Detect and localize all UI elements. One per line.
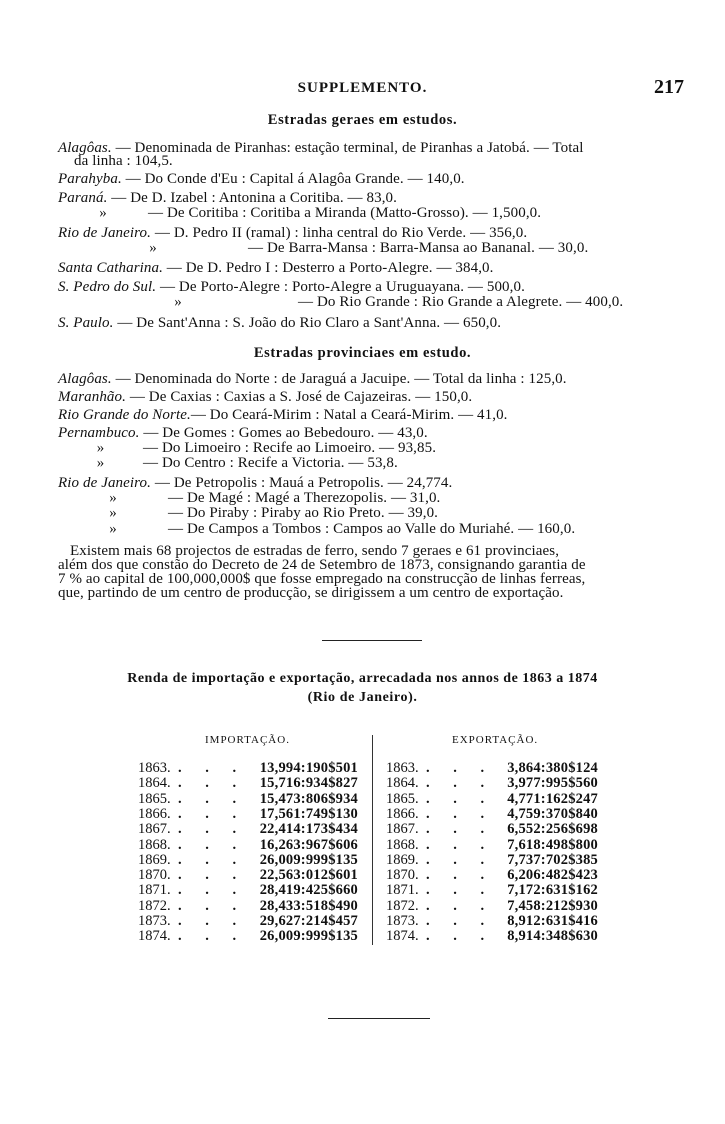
document-line bbox=[58, 279, 525, 295]
ditto-mark: » bbox=[149, 240, 157, 256]
paragraph-line: 7 % ao capital de 100,000,000$ que fosse empregado na construcção de linhas ferreas, bbox=[58, 571, 586, 587]
value-cell: 13,994:190$501 bbox=[259, 760, 358, 776]
line-text: — De Caxias : Caxias a S. José de Cajazeiras. — 150,0. bbox=[125, 389, 473, 405]
year-cell: 1863. bbox=[138, 760, 171, 776]
table-subtitle: (Rio de Janeiro). bbox=[307, 690, 418, 705]
year-cell: 1868. bbox=[138, 836, 171, 853]
divider-rule bbox=[322, 640, 422, 641]
line-text: — Do Conde d'Eu : Capital á Alagôa Grande. — 140,0. bbox=[121, 171, 465, 187]
year-cell: 1871. bbox=[386, 882, 419, 899]
line-text: — De Petropolis : Mauá a Petropolis. — 24,774. bbox=[151, 475, 453, 491]
leader-dots: . . . bbox=[426, 928, 495, 945]
section-heading-provincial: Estradas provinciaes em estudo. bbox=[253, 345, 472, 361]
value-cell: 29,627:214$457 bbox=[259, 913, 358, 929]
line-text: — De Magé : Magé a Therezopolis. — 31,0. bbox=[168, 490, 441, 506]
value-cell: 3,864:380$124 bbox=[507, 760, 598, 776]
document-line bbox=[58, 521, 575, 537]
document-line bbox=[58, 490, 440, 506]
leader-dots: . . . bbox=[178, 928, 247, 945]
table-title: Renda de importação e exportação, arrecadada nos annos de 1863 a 1874 bbox=[127, 671, 598, 686]
document-line bbox=[58, 389, 472, 405]
document-line bbox=[58, 455, 398, 471]
value-cell: 3,977:995$560 bbox=[507, 775, 598, 792]
leader-dots: . . . bbox=[426, 913, 495, 929]
document-line bbox=[58, 294, 623, 310]
page-number: 217 bbox=[654, 76, 684, 98]
leader-dots: . . . bbox=[178, 790, 247, 807]
document-line bbox=[58, 240, 588, 256]
ditto-mark: » bbox=[109, 505, 117, 521]
year-cell: 1864. bbox=[386, 775, 419, 792]
value-cell: 22,563:012$601 bbox=[259, 867, 358, 884]
leader-dots: . . . bbox=[178, 805, 247, 822]
year-cell: 1869. bbox=[386, 851, 419, 868]
leader-dots: . . . bbox=[426, 882, 495, 899]
document-line bbox=[58, 371, 567, 387]
import-header: IMPORTAÇÃO. bbox=[205, 734, 290, 746]
year-cell: 1867. bbox=[386, 821, 419, 838]
document-line bbox=[58, 225, 527, 241]
leader-dots: . . . bbox=[178, 882, 247, 899]
province-label: Pernambuco. bbox=[58, 425, 140, 441]
value-cell: 7,737:702$385 bbox=[507, 851, 598, 868]
province-label: Rio de Janeiro. bbox=[58, 225, 152, 241]
line-text: — Do Rio Grande : Rio Grande a Alegrete. — 400,0. bbox=[298, 294, 624, 310]
line-text: — De Sant'Anna : S. João do Rio Claro a Sant'Anna. — 650,0. bbox=[113, 315, 502, 331]
line-text: da linha : 104,5. bbox=[74, 153, 173, 169]
value-cell: 28,419:425$660 bbox=[259, 882, 358, 899]
year-cell: 1865. bbox=[386, 790, 419, 807]
value-cell: 7,458:212$930 bbox=[507, 897, 598, 914]
ditto-mark: » bbox=[109, 521, 117, 537]
leader-dots: . . . bbox=[426, 821, 495, 838]
line-text: — De Barra-Mansa : Barra-Mansa ao Bananal. — 30,0. bbox=[248, 240, 589, 256]
ditto-mark: » bbox=[174, 294, 182, 310]
year-cell: 1873. bbox=[386, 913, 419, 929]
value-cell: 7,618:498$800 bbox=[507, 836, 598, 853]
leader-dots: . . . bbox=[426, 790, 495, 807]
document-line bbox=[74, 153, 173, 169]
value-cell: 22,414:173$434 bbox=[259, 821, 358, 838]
province-label: Alagôas. bbox=[58, 140, 112, 156]
province-label: Rio Grande do Norte. bbox=[58, 407, 191, 423]
line-text: — Denominada do Norte : de Jaraguá a Jacuipe. — Total da linha : 125,0. bbox=[111, 371, 567, 387]
leader-dots: . . . bbox=[426, 867, 495, 884]
value-cell: 26,009:999$135 bbox=[259, 928, 358, 945]
province-label: Parahyba. bbox=[58, 171, 122, 187]
running-header: SUPPLEMENTO. bbox=[297, 80, 428, 96]
paragraph-line: Existem mais 68 projectos de estradas de ferro, sendo 7 geraes e 61 provinciaes, bbox=[70, 543, 560, 559]
value-cell: 7,172:631$162 bbox=[507, 882, 598, 899]
ditto-mark: » bbox=[96, 440, 105, 456]
leader-dots: . . . bbox=[178, 821, 247, 838]
value-cell: 4,771:162$247 bbox=[507, 790, 598, 807]
leader-dots: . . . bbox=[178, 775, 247, 792]
line-text: — Do Limoeiro : Recife ao Limoeiro. — 93,85. bbox=[143, 440, 437, 456]
value-cell: 28,433:518$490 bbox=[259, 897, 358, 914]
column-divider bbox=[372, 735, 373, 945]
year-cell: 1871. bbox=[138, 882, 171, 899]
year-cell: 1865. bbox=[138, 790, 171, 807]
document-line bbox=[58, 205, 541, 221]
province-label: Maranhão. bbox=[58, 389, 126, 405]
document-line bbox=[58, 260, 494, 276]
line-text: — Do Piraby : Piraby ao Rio Preto. — 39,0. bbox=[168, 505, 439, 521]
value-cell: 16,263:967$606 bbox=[259, 836, 358, 853]
year-cell: 1870. bbox=[138, 867, 171, 884]
line-text: — De Coritiba : Coritiba a Miranda (Matto-Grosso). — 1,500,0. bbox=[148, 205, 542, 221]
line-text: — De D. Pedro I : Desterro a Porto-Alegre. — 384,0. bbox=[162, 260, 494, 276]
year-cell: 1869. bbox=[138, 851, 171, 868]
document-line bbox=[58, 440, 436, 456]
year-cell: 1867. bbox=[138, 821, 171, 838]
year-cell: 1872. bbox=[386, 897, 419, 914]
year-cell: 1870. bbox=[386, 867, 419, 884]
leader-dots: . . . bbox=[178, 836, 247, 853]
value-cell: 8,912:631$416 bbox=[507, 913, 598, 929]
year-cell: 1863. bbox=[386, 760, 419, 776]
document-line bbox=[58, 190, 397, 206]
value-cell: 15,473:806$934 bbox=[259, 790, 358, 807]
year-cell: 1873. bbox=[138, 913, 171, 929]
province-label: S. Paulo. bbox=[58, 315, 114, 331]
paragraph-line: além dos que constão do Decreto de 24 de Setembro de 1873, consignando garantia de bbox=[58, 557, 586, 573]
leader-dots: . . . bbox=[178, 897, 247, 914]
export-header: EXPORTAÇÃO. bbox=[452, 734, 539, 746]
year-cell: 1868. bbox=[386, 836, 419, 853]
line-text: — De Porto-Alegre : Porto-Alegre a Uruguayana. — 500,0. bbox=[156, 279, 525, 295]
ditto-mark: » bbox=[109, 490, 117, 506]
leader-dots: . . . bbox=[426, 760, 495, 776]
value-cell: 4,759:370$840 bbox=[507, 805, 598, 822]
value-cell: 15,716:934$827 bbox=[259, 775, 358, 792]
document-line bbox=[58, 171, 465, 187]
leader-dots: . . . bbox=[426, 836, 495, 853]
value-cell: 26,009:999$135 bbox=[259, 851, 358, 868]
year-cell: 1866. bbox=[138, 805, 171, 822]
province-label: Alagôas. bbox=[58, 371, 112, 387]
ditto-mark: » bbox=[96, 455, 105, 471]
paragraph-line: que, partindo de um centro de producção, se dirigissem a um centro de exportação. bbox=[58, 585, 564, 601]
line-text: — De D. Izabel : Antonina a Coritiba. — 83,0. bbox=[107, 190, 397, 206]
value-cell: 6,206:482$423 bbox=[507, 867, 598, 884]
document-line bbox=[58, 407, 508, 423]
line-text: — De Campos a Tombos : Campos ao Valle do Muriahé. — 160,0. bbox=[168, 521, 576, 537]
leader-dots: . . . bbox=[426, 897, 495, 914]
year-cell: 1874. bbox=[386, 928, 419, 945]
year-cell: 1874. bbox=[138, 928, 171, 945]
line-text: — Denominada de Piranhas: estação terminal, de Piranhas a Jatobá. — Total bbox=[111, 140, 584, 156]
leader-dots: . . . bbox=[178, 851, 247, 868]
year-cell: 1864. bbox=[138, 775, 171, 792]
year-cell: 1866. bbox=[386, 805, 419, 822]
leader-dots: . . . bbox=[426, 805, 495, 822]
province-label: Santa Catharina. bbox=[58, 260, 163, 276]
value-cell: 8,914:348$630 bbox=[507, 928, 598, 945]
bottom-rule bbox=[328, 1018, 430, 1019]
line-text: — Do Centro : Recife a Victoria. — 53,8. bbox=[143, 455, 398, 471]
section-heading-general: Estradas geraes em estudos. bbox=[267, 112, 458, 128]
year-cell: 1872. bbox=[138, 897, 171, 914]
document-line bbox=[58, 315, 501, 331]
leader-dots: . . . bbox=[178, 913, 247, 929]
document-line bbox=[58, 425, 428, 441]
province-label: Rio de Janeiro. bbox=[58, 475, 152, 491]
line-text: — Do Ceará-Mirim : Natal a Ceará-Mirim. — 41,0. bbox=[190, 407, 508, 423]
leader-dots: . . . bbox=[426, 851, 495, 868]
leader-dots: . . . bbox=[426, 775, 495, 792]
leader-dots: . . . bbox=[178, 760, 247, 776]
leader-dots: . . . bbox=[178, 867, 247, 884]
ditto-mark: » bbox=[99, 205, 107, 221]
line-text: — De Gomes : Gomes ao Bebedouro. — 43,0. bbox=[139, 425, 428, 441]
line-text: — D. Pedro II (ramal) : linha central do Rio Verde. — 356,0. bbox=[151, 225, 528, 241]
document-line bbox=[58, 475, 452, 491]
value-cell: 17,561:749$130 bbox=[259, 805, 358, 822]
value-cell: 6,552:256$698 bbox=[507, 821, 598, 838]
province-label: Paraná. bbox=[58, 190, 108, 206]
document-line bbox=[58, 505, 438, 521]
province-label: S. Pedro do Sul. bbox=[58, 279, 157, 295]
